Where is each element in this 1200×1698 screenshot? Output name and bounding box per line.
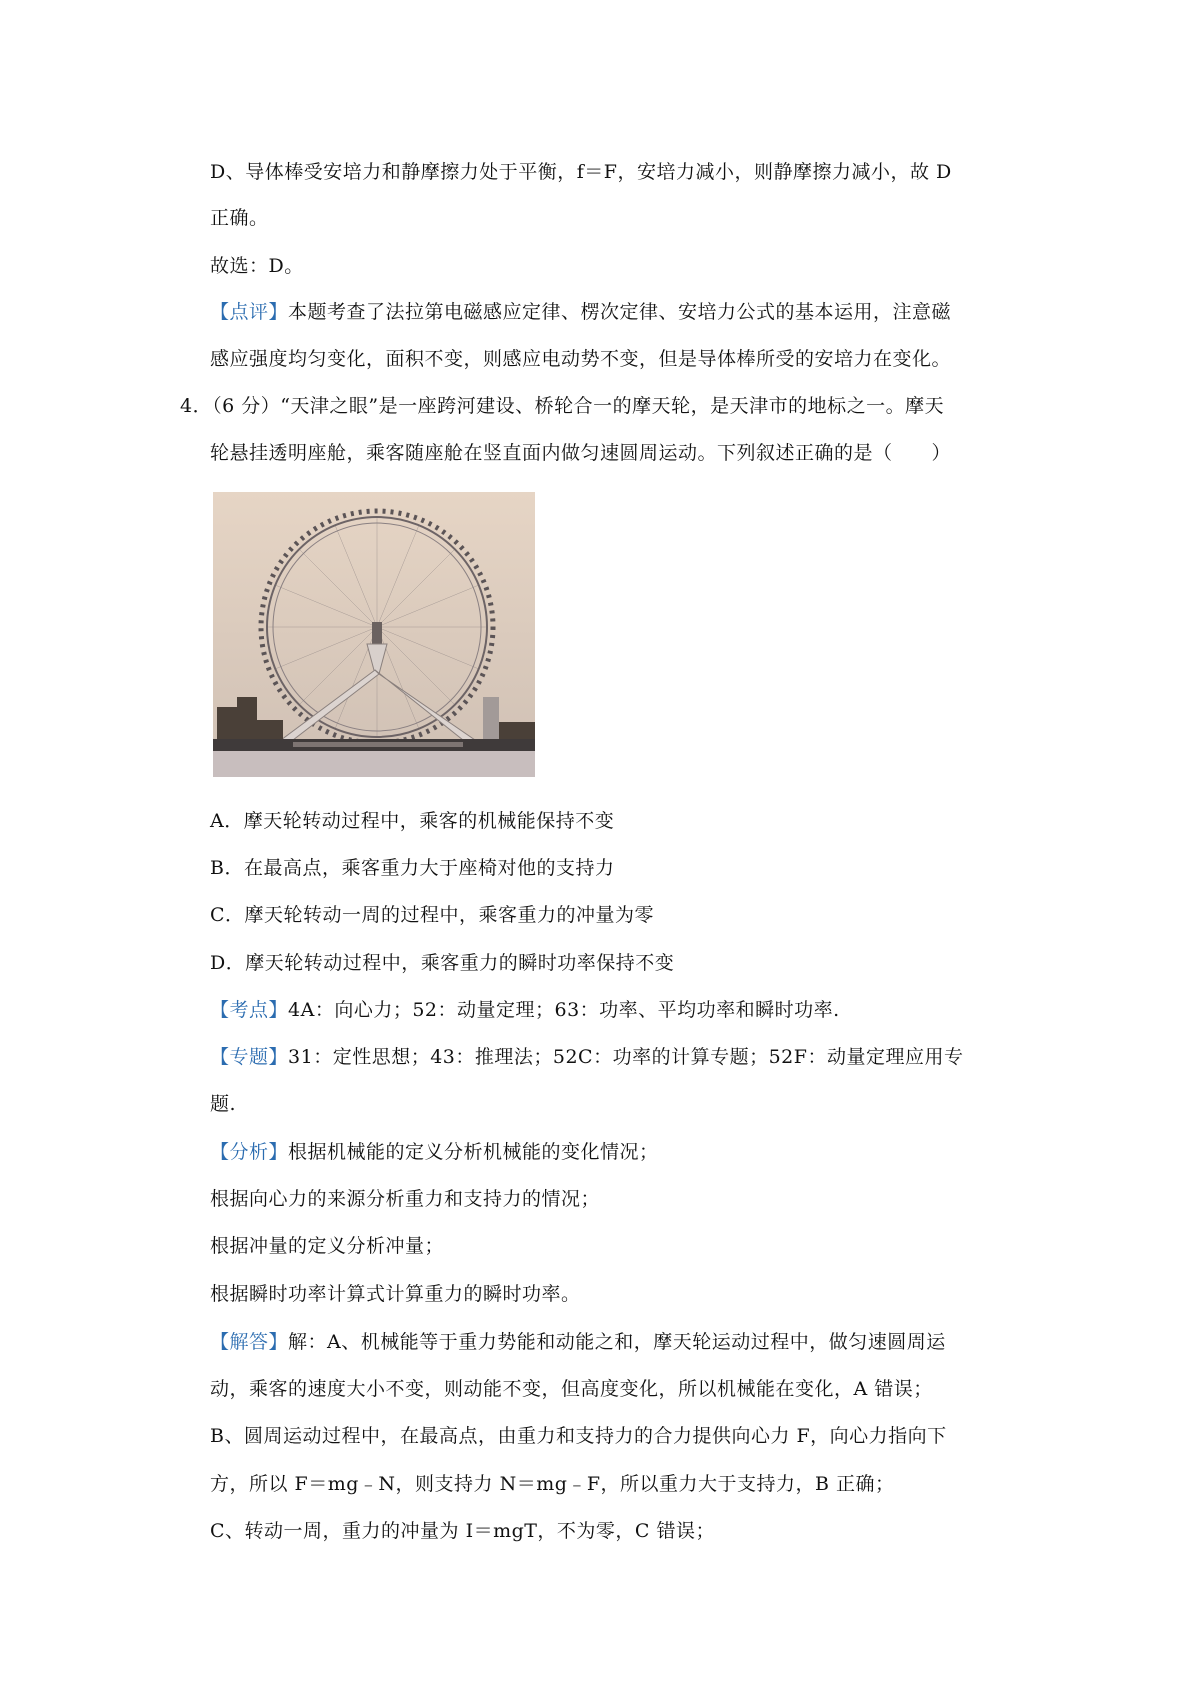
question-stem-line2: 轮悬挂透明座舱，乘客随座舱在竖直面内做匀速圆周运动。下列叙述正确的是（ ） [210,442,952,464]
prev-comment [210,299,951,325]
jieda-line1: 解：A、机械能等于重力势能和动能之和，摩天轮运动过程中，做匀速圆周运 [288,1331,946,1353]
zhuanti-line2: 题. [210,1093,237,1115]
fenxi-tag: 【分析】 [210,1141,289,1163]
comment-tag: 【点评】 [210,301,289,323]
jieda-line5: C、转动一周，重力的冲量为 I＝mgT，不为零，C 错误； [210,1520,716,1542]
fenxi-line2: 根据向心力的来源分析重力和支持力的情况； [210,1188,601,1210]
fenxi-line1: 根据机械能的定义分析机械能的变化情况； [288,1141,659,1163]
kaodian-tag: 【考点】 [210,999,289,1021]
question-number: 4． [180,395,213,417]
jieda-tag: 【解答】 [210,1331,289,1353]
prev-option-d-line1: D、导体棒受安培力和静摩擦力处于平衡，f＝F，安培力减小，则静摩擦力减小，故 D [210,161,952,183]
jieda-line2: 动，乘客的速度大小不变，则动能不变，但高度变化，所以机械能在变化，A 错误； [210,1378,933,1400]
zhuanti [210,1044,963,1070]
option-a: A．摩天轮转动过程中，乘客的机械能保持不变 [210,810,615,832]
jieda-line4: 方，所以 F＝mg﹣N，则支持力 N＝mg﹣F，所以重力大于支持力，B 正确； [210,1473,895,1495]
jieda-line3: B、圆周运动过程中，在最高点，由重力和支持力的合力提供向心力 F，向心力指向下 [210,1425,947,1447]
jieda [210,1329,946,1355]
kaodian-text: 4A：向心力；52：动量定理；63：功率、平均功率和瞬时功率. [288,999,840,1021]
fenxi [210,1139,659,1165]
option-c: C．摩天轮转动一周的过程中，乘客重力的冲量为零 [210,904,655,926]
fenxi-line4: 根据瞬时功率计算式计算重力的瞬时功率。 [210,1283,581,1305]
question-stem [180,393,944,419]
kaodian [210,997,840,1023]
option-b: B．在最高点，乘客重力大于座椅对他的支持力 [210,857,615,879]
zhuanti-tag: 【专题】 [210,1046,289,1068]
prev-comment-line2: 感应强度均匀变化，面积不变，则感应电动势不变，但是导体棒所受的安培力在变化。 [210,348,952,370]
prev-choice: 故选：D。 [210,255,304,277]
ferris-wheel-photo [213,492,535,777]
question-stem-line1: （6 分）“天津之眼”是一座跨河建设、桥轮合一的摩天轮，是天津市的地标之一。摩天 [212,395,945,417]
option-d: D．摩天轮转动过程中，乘客重力的瞬时功率保持不变 [210,952,675,974]
prev-option-d-line2: 正确。 [210,207,269,229]
zhuanti-text: 31：定性思想；43：推理法；52C：功率的计算专题；52F：动量定理应用专 [288,1046,964,1068]
comment-text: 本题考查了法拉第电磁感应定律、楞次定律、安培力公式的基本运用，注意磁 [288,301,952,323]
fenxi-line3: 根据冲量的定义分析冲量； [210,1235,445,1257]
